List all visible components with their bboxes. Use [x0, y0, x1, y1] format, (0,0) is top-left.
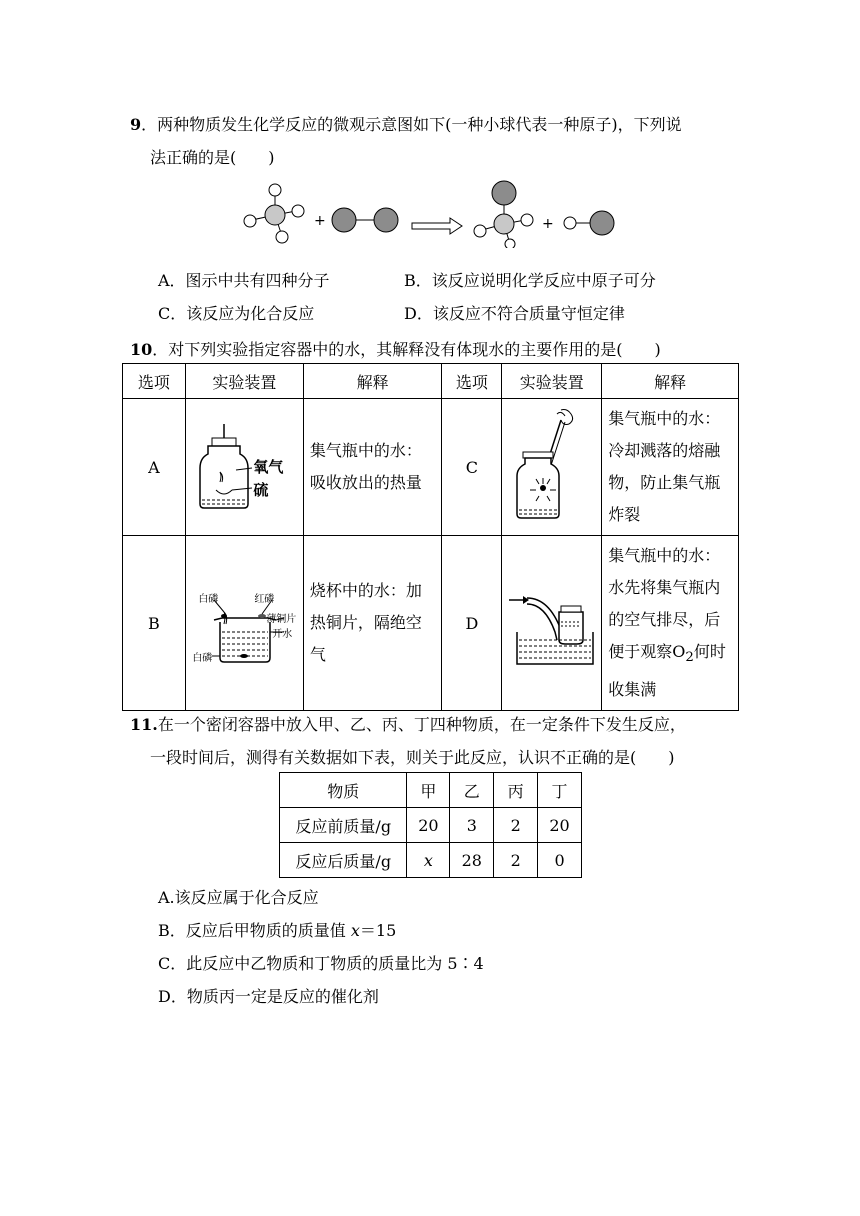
q10-header-apparatus-2: 实验装置	[502, 364, 602, 399]
table-cell: 甲	[407, 773, 450, 808]
q11-after-row	[280, 843, 582, 878]
q9-stem-text: ．两种物质发生化学反应的微观示意图如下(一种小球代表一种原子)，下列说	[141, 115, 682, 134]
table-cell: 0	[538, 843, 582, 878]
q10-explanation-d-pre: 集气瓶中的水：水先将集气瓶内的空气排尽，后便于观察O	[608, 546, 721, 661]
q10-explanation-b: 烧杯中的水：加热铜片，隔绝空气	[303, 536, 442, 711]
q11-option-b-pre: B．反应后甲物质的质量值	[158, 921, 351, 940]
q11-number: 11.	[130, 715, 158, 734]
q11-stem-line1	[130, 712, 686, 735]
table-cell: 反应前质量/g	[280, 808, 407, 843]
q10-apparatus-a	[185, 399, 303, 536]
q9-option-b[interactable]: B．该反应说明化学反应中原子可分	[404, 271, 656, 290]
q10-explanation-a: 集气瓶中的水：吸收放出的热量	[303, 399, 442, 536]
q10-row-ac	[123, 399, 739, 536]
q10-apparatus-c	[502, 399, 602, 536]
table-cell: 反应后质量/g	[280, 843, 407, 878]
q10-option-b-label: B	[123, 536, 186, 711]
q11-option-a[interactable]: A.该反应属于化合反应	[158, 888, 319, 907]
q10-option-a-label: A	[123, 399, 186, 536]
q10-stem	[130, 337, 661, 360]
q10-header-explanation-2: 解释	[602, 364, 739, 399]
table-cell: x	[407, 843, 450, 878]
table-cell: 20	[538, 808, 582, 843]
q9-option-a[interactable]: A．图示中共有四种分子	[158, 271, 330, 290]
table-cell: 乙	[450, 773, 494, 808]
q11-option-b[interactable]	[158, 918, 396, 941]
q9-reaction-diagram	[240, 178, 660, 248]
gas-collection-trough-icon	[503, 540, 601, 706]
reaction-arrow-icon	[412, 218, 462, 234]
label-copper-sheet: 薄铜片	[266, 614, 297, 626]
q11-header-row	[280, 773, 582, 808]
product-molecule-2	[564, 211, 614, 235]
sulfur-combustion-jar-icon	[186, 402, 302, 532]
q9-option-c[interactable]: C．该反应为化合反应	[158, 304, 315, 323]
q10-header-explanation: 解释	[303, 364, 442, 399]
q10-explanation-c: 集气瓶中的水：冷却溅落的熔融物，防止集气瓶炸裂	[602, 399, 739, 536]
q11-option-d[interactable]: D．物质丙一定是反应的催化剂	[158, 987, 379, 1006]
q11-stem-text: 在一个密闭容器中放入甲、乙、丙、丁四种物质，在一定条件下发生反应，	[157, 715, 686, 734]
label-hot-water: 开水	[272, 629, 293, 641]
table-cell: 2	[494, 808, 538, 843]
q10-explanation-d-sub: 2	[685, 650, 694, 666]
q11-before-row	[280, 808, 582, 843]
q10-apparatus-b	[185, 536, 303, 711]
q9-stem-line2: 法正确的是( )	[150, 148, 275, 167]
table-cell: 3	[450, 808, 494, 843]
label-sulfur: 硫	[253, 481, 269, 499]
product-molecule-1	[474, 181, 533, 248]
label-oxygen: 氧气	[253, 458, 284, 476]
q11-data-table	[279, 772, 582, 878]
q10-header-row	[123, 364, 739, 399]
table-cell: 丁	[538, 773, 582, 808]
q10-option-d-label: D	[442, 536, 502, 711]
q10-option-c-label: C	[442, 399, 502, 536]
table-cell: 2	[494, 843, 538, 878]
q10-number: 10	[130, 340, 153, 359]
q10-header-option: 选项	[123, 364, 186, 399]
q10-stem-text: ．对下列实验指定容器中的水，其解释没有体现水的主要作用的是( )	[152, 340, 661, 359]
table-cell: 28	[450, 843, 494, 878]
plus-sign-1: +	[314, 213, 326, 229]
plus-sign-2: +	[542, 216, 554, 232]
q10-explanation-d-post: 何时收集满	[608, 642, 726, 700]
q10-apparatus-d	[502, 536, 602, 711]
q11-option-b-var: x	[350, 921, 360, 940]
q10-header-option-2: 选项	[442, 364, 502, 399]
table-cell: 物质	[280, 773, 407, 808]
label-white-phosphorus-bottom: 白磷	[192, 653, 213, 665]
q10-header-apparatus: 实验装置	[185, 364, 303, 399]
table-cell: 丙	[494, 773, 538, 808]
table-cell: 20	[407, 808, 450, 843]
q9-option-d[interactable]: D．该反应不符合质量守恒定律	[404, 304, 625, 323]
iron-burning-jar-icon	[503, 402, 601, 532]
q11-stem-line2: 一段时间后，测得有关数据如下表，则关于此反应，认识不正确的是( )	[150, 748, 675, 767]
label-white-phosphorus-top: 白磷	[198, 594, 219, 606]
reactant-molecule-1	[244, 184, 304, 243]
q9-number: 9	[130, 115, 142, 134]
reactant-molecule-2	[332, 208, 398, 232]
label-red-phosphorus: 红磷	[254, 594, 275, 606]
q11-option-c[interactable]: C．此反应中乙物质和丁物质的质量比为 5∶4	[158, 954, 484, 973]
q10-explanation-d	[602, 536, 739, 711]
q10-row-bd	[123, 536, 739, 711]
q10-table	[122, 363, 739, 711]
q9-stem-line1	[130, 112, 682, 135]
q11-option-b-post: ＝15	[359, 921, 397, 940]
